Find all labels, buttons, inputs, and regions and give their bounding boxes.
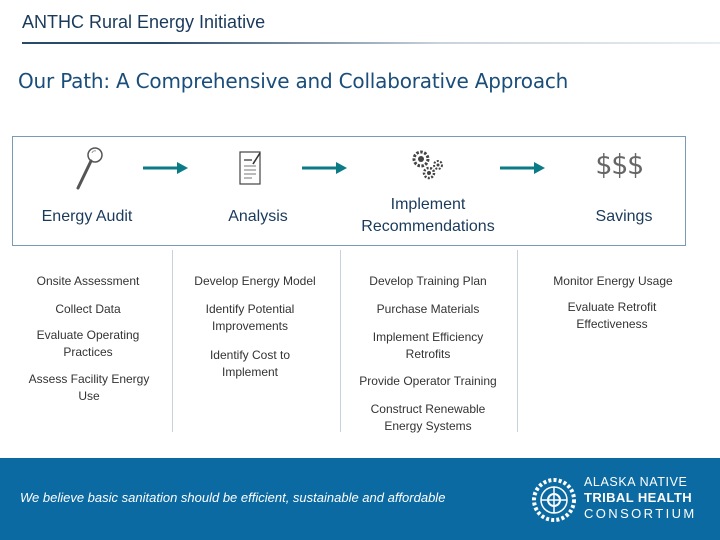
arrow-icon <box>302 161 347 175</box>
column-divider <box>172 250 173 432</box>
task-item: Purchase Materials <box>376 302 480 316</box>
logo-line-2: TRIBAL HEALTH <box>584 490 692 505</box>
arrow-icon <box>500 161 545 175</box>
magnifying-glass-icon <box>70 143 110 193</box>
logo-line-1: ALASKA NATIVE <box>584 475 688 489</box>
task-item: Evaluate Retrofit Effectiveness <box>567 300 657 331</box>
task-item: Identify Cost to Implement <box>209 348 291 379</box>
task-item: Collect Data <box>55 302 121 316</box>
task-item: Assess Facility Energy Use <box>28 372 150 403</box>
gears-icon <box>410 148 446 182</box>
stage-label-analysis: Analysis <box>228 208 288 225</box>
logo-line-3: CONSORTIUM <box>584 506 697 521</box>
task-item: Evaluate Operating Practices <box>36 328 140 359</box>
dollar-icon: $$$ <box>595 148 643 181</box>
document-icon <box>238 150 264 188</box>
stage-label-savings: Savings <box>595 208 653 225</box>
task-item: Construct Renewable Energy Systems <box>370 402 486 433</box>
task-item: Develop Training Plan <box>369 274 487 288</box>
stage-label-energy-audit: Energy Audit <box>41 208 133 225</box>
footer-tagline: We believe basic sanitation should be efficient, sustainable and affordable <box>20 490 446 505</box>
task-item: Implement Efficiency Retrofits <box>372 330 484 361</box>
task-item: Onsite Assessment <box>36 274 140 288</box>
column-divider <box>517 250 518 432</box>
task-item: Develop Energy Model <box>194 274 316 288</box>
task-item: Identify Potential Improvements <box>205 302 295 333</box>
column-divider <box>340 250 341 432</box>
stage-label-implement-recommendations: Implement Recommendations <box>361 196 495 236</box>
consortium-logo-icon <box>530 474 578 526</box>
task-item: Monitor Energy Usage <box>553 274 673 288</box>
page-subtitle: Our Path: A Comprehensive and Collaborative Approach <box>18 69 569 93</box>
header-divider <box>22 42 720 44</box>
arrow-icon <box>143 161 188 175</box>
task-item: Provide Operator Training <box>359 374 497 388</box>
header-title: ANTHC Rural Energy Initiative <box>22 12 266 32</box>
consortium-logo <box>584 474 697 522</box>
